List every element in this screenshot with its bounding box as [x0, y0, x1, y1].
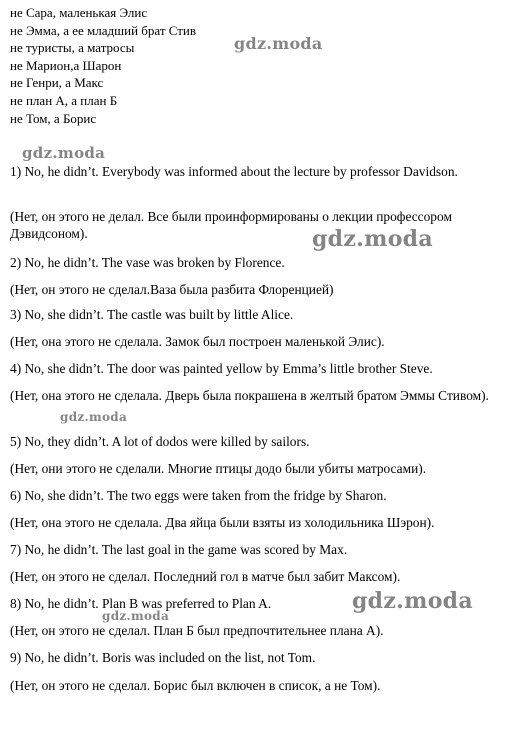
watermark: gdz.moda	[60, 410, 128, 424]
answer-8-english: 8) No, he didn’t. Plan B was preferred to Plan A.	[10, 596, 272, 611]
answer-6-english: 6) No, she didn’t. The two eggs were taken from the fridge by Sharon.	[10, 488, 387, 503]
answer-5-russian: (Нет, они этого не сделали. Многие птицы додо были убиты матросами).	[10, 461, 427, 476]
watermark: gdz.moda	[234, 34, 323, 53]
watermark: gdz.moda	[102, 609, 170, 623]
watermark: gdz.moda	[352, 588, 473, 614]
answer-3-english: 3) No, she didn’t. The castle was built by little Alice.	[10, 307, 294, 322]
answer-9-russian: (Нет, он этого не сделал. Борис был включен в список, а не Том).	[10, 678, 381, 693]
answer-4-russian: (Нет, она этого не сделала. Дверь была покрашена в желтый братом Эммы Стивом).	[10, 388, 489, 403]
answer-1-english: 1) No, he didn’t. Everybody was informed about the lecture by professor Davidson.	[10, 164, 458, 179]
answer-8-russian: (Нет, он этого не сделал. План Б был предпочтительнее плана А).	[10, 623, 384, 638]
answer-1-russian: (Нет, он этого не делал. Все были проинформированы о лекции профессором Дэвидсоном).	[10, 209, 452, 241]
list-item: не план А, а план Б	[10, 92, 118, 108]
answer-6-russian: (Нет, она этого не сделала. Два яйца были взяты из холодильника Шэрон).	[10, 515, 435, 530]
list-item: не туристы, а матросы	[10, 40, 135, 56]
answer-9-english: 9) No, he didn’t. Boris was included on the list, not Tom.	[10, 650, 316, 665]
names-list	[10, 4, 196, 127]
answer-7-russian: (Нет, он этого не сделал. Последний гол в матче был забит Максом).	[10, 569, 401, 584]
list-item: не Эмма, а ее младший брат Стив	[10, 22, 197, 38]
answer-3-russian: (Нет, она этого не сделала. Замок был построен маленькой Элис).	[10, 334, 385, 349]
answer-2-russian: (Нет, он этого не сделал.Ваза была разбита Флоренцией)	[10, 282, 334, 297]
list-item: не Генри, а Макс	[10, 75, 104, 91]
answer-4-english: 4) No, she didn’t. The door was painted yellow by Emma’s little brother Steve.	[10, 361, 433, 376]
answer-2-english: 2) No, he didn’t. The vase was broken by Florence.	[10, 255, 285, 270]
list-item: не Сара, маленькая Элис	[10, 5, 148, 20]
watermark: gdz.moda	[312, 226, 433, 252]
list-item: не Марион,а Шарон	[10, 57, 122, 73]
list-item: не Том, а Борис	[10, 110, 97, 126]
answer-5-english: 5) No, they didn’t. A lot of dodos were killed by sailors.	[10, 434, 310, 449]
watermark: gdz.moda	[22, 144, 106, 162]
answer-7-english: 7) No, he didn’t. The last goal in the game was scored by Max.	[10, 542, 348, 557]
